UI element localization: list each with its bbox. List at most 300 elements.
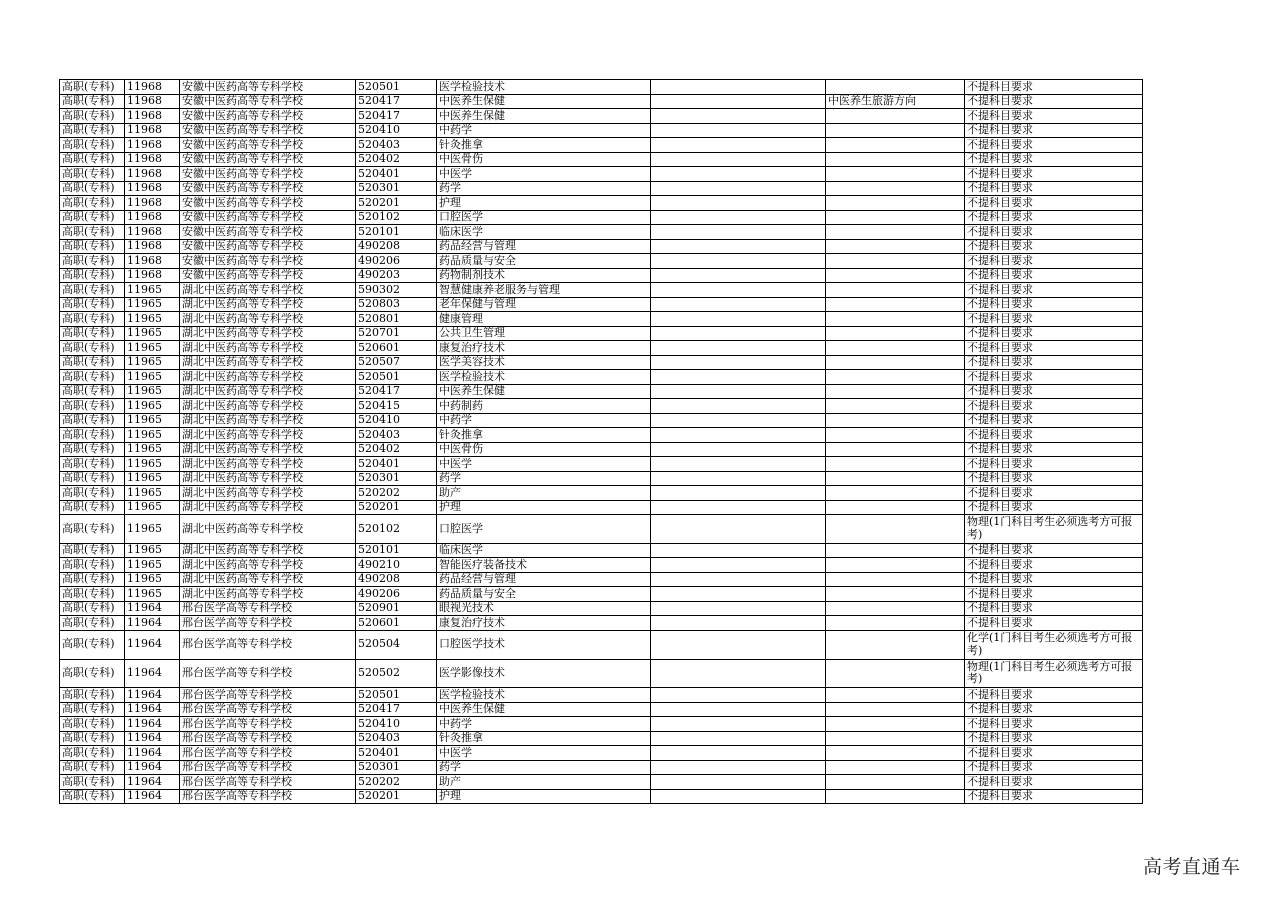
direction-cell bbox=[826, 543, 965, 558]
direction-cell bbox=[826, 601, 965, 616]
school-code-cell: 11965 bbox=[125, 486, 180, 501]
school-code-cell: 11968 bbox=[125, 196, 180, 211]
note-cell bbox=[651, 254, 826, 269]
school-code-cell: 11968 bbox=[125, 167, 180, 182]
major-name-cell: 针灸推拿 bbox=[437, 731, 651, 746]
direction-cell bbox=[826, 500, 965, 515]
major-name-cell: 药学 bbox=[437, 181, 651, 196]
note-cell bbox=[651, 399, 826, 414]
school-name-cell: 湖北中医药高等专科学校 bbox=[180, 572, 356, 587]
major-code-cell: 520402 bbox=[356, 152, 437, 167]
level-cell: 高职(专科) bbox=[60, 717, 125, 732]
table-row bbox=[60, 457, 1143, 472]
school-code-cell: 11968 bbox=[125, 239, 180, 254]
major-name-cell: 药品经营与管理 bbox=[437, 239, 651, 254]
requirement-cell: 不提科目要求 bbox=[965, 225, 1143, 240]
direction-cell bbox=[826, 587, 965, 602]
major-code-cell: 490208 bbox=[356, 239, 437, 254]
level-cell: 高职(专科) bbox=[60, 239, 125, 254]
major-name-cell: 助产 bbox=[437, 486, 651, 501]
school-code-cell: 11964 bbox=[125, 601, 180, 616]
table-row bbox=[60, 688, 1143, 703]
level-cell: 高职(专科) bbox=[60, 210, 125, 225]
school-code-cell: 11968 bbox=[125, 181, 180, 196]
note-cell bbox=[651, 341, 826, 356]
major-code-cell: 520803 bbox=[356, 297, 437, 312]
major-code-cell: 520202 bbox=[356, 486, 437, 501]
school-code-cell: 11964 bbox=[125, 616, 180, 631]
requirement-cell: 不提科目要求 bbox=[965, 775, 1143, 790]
major-code-cell: 520201 bbox=[356, 196, 437, 211]
school-code-cell: 11965 bbox=[125, 515, 180, 544]
note-cell bbox=[651, 167, 826, 182]
note-cell bbox=[651, 630, 826, 659]
direction-cell bbox=[826, 659, 965, 688]
level-cell: 高职(专科) bbox=[60, 543, 125, 558]
school-name-cell: 邢台医学高等专科学校 bbox=[180, 688, 356, 703]
major-code-cell: 520102 bbox=[356, 210, 437, 225]
major-code-cell: 520403 bbox=[356, 138, 437, 153]
level-cell: 高职(专科) bbox=[60, 297, 125, 312]
requirement-cell: 不提科目要求 bbox=[965, 181, 1143, 196]
table-row bbox=[60, 587, 1143, 602]
requirement-cell: 物理(1门科目考生必须选考方可报考) bbox=[965, 659, 1143, 688]
level-cell: 高职(专科) bbox=[60, 370, 125, 385]
major-code-cell: 520417 bbox=[356, 109, 437, 124]
major-code-cell: 520403 bbox=[356, 731, 437, 746]
direction-cell bbox=[826, 167, 965, 182]
school-code-cell: 11968 bbox=[125, 123, 180, 138]
school-code-cell: 11964 bbox=[125, 702, 180, 717]
level-cell: 高职(专科) bbox=[60, 471, 125, 486]
major-name-cell: 中医骨伤 bbox=[437, 152, 651, 167]
requirement-cell: 不提科目要求 bbox=[965, 355, 1143, 370]
level-cell: 高职(专科) bbox=[60, 486, 125, 501]
requirement-cell: 不提科目要求 bbox=[965, 746, 1143, 761]
school-name-cell: 安徽中医药高等专科学校 bbox=[180, 138, 356, 153]
school-name-cell: 邢台医学高等专科学校 bbox=[180, 616, 356, 631]
school-code-cell: 11965 bbox=[125, 543, 180, 558]
direction-cell bbox=[826, 717, 965, 732]
major-name-cell: 助产 bbox=[437, 775, 651, 790]
level-cell: 高职(专科) bbox=[60, 760, 125, 775]
requirement-cell: 不提科目要求 bbox=[965, 486, 1143, 501]
requirement-cell: 不提科目要求 bbox=[965, 717, 1143, 732]
note-cell bbox=[651, 312, 826, 327]
table-row bbox=[60, 746, 1143, 761]
direction-cell bbox=[826, 239, 965, 254]
major-name-cell: 中医学 bbox=[437, 746, 651, 761]
major-name-cell: 医学检验技术 bbox=[437, 370, 651, 385]
major-code-cell: 590302 bbox=[356, 283, 437, 298]
direction-cell: 中医养生旅游方向 bbox=[826, 94, 965, 109]
note-cell bbox=[651, 123, 826, 138]
note-cell bbox=[651, 587, 826, 602]
note-cell bbox=[651, 572, 826, 587]
level-cell: 高职(专科) bbox=[60, 601, 125, 616]
school-name-cell: 湖北中医药高等专科学校 bbox=[180, 428, 356, 443]
school-code-cell: 11968 bbox=[125, 225, 180, 240]
school-name-cell: 湖北中医药高等专科学校 bbox=[180, 312, 356, 327]
table-row bbox=[60, 659, 1143, 688]
major-name-cell: 护理 bbox=[437, 196, 651, 211]
school-name-cell: 湖北中医药高等专科学校 bbox=[180, 442, 356, 457]
requirement-cell: 不提科目要求 bbox=[965, 471, 1143, 486]
level-cell: 高职(专科) bbox=[60, 283, 125, 298]
requirement-cell: 不提科目要求 bbox=[965, 312, 1143, 327]
table-row bbox=[60, 760, 1143, 775]
level-cell: 高职(专科) bbox=[60, 254, 125, 269]
major-code-cell: 520501 bbox=[356, 80, 437, 95]
major-code-cell: 520417 bbox=[356, 94, 437, 109]
major-name-cell: 临床医学 bbox=[437, 543, 651, 558]
direction-cell bbox=[826, 152, 965, 167]
note-cell bbox=[651, 413, 826, 428]
table-row bbox=[60, 399, 1143, 414]
table-row bbox=[60, 384, 1143, 399]
direction-cell bbox=[826, 196, 965, 211]
major-name-cell: 医学影像技术 bbox=[437, 659, 651, 688]
note-cell bbox=[651, 717, 826, 732]
school-code-cell: 11964 bbox=[125, 731, 180, 746]
major-code-cell: 520417 bbox=[356, 702, 437, 717]
major-code-cell: 520501 bbox=[356, 370, 437, 385]
table-row bbox=[60, 210, 1143, 225]
note-cell bbox=[651, 225, 826, 240]
note-cell bbox=[651, 746, 826, 761]
note-cell bbox=[651, 601, 826, 616]
major-code-cell: 520101 bbox=[356, 225, 437, 240]
major-name-cell: 针灸推拿 bbox=[437, 138, 651, 153]
direction-cell bbox=[826, 760, 965, 775]
requirement-cell: 不提科目要求 bbox=[965, 688, 1143, 703]
major-code-cell: 520417 bbox=[356, 384, 437, 399]
school-name-cell: 湖北中医药高等专科学校 bbox=[180, 500, 356, 515]
level-cell: 高职(专科) bbox=[60, 515, 125, 544]
level-cell: 高职(专科) bbox=[60, 746, 125, 761]
note-cell bbox=[651, 558, 826, 573]
school-code-cell: 11968 bbox=[125, 138, 180, 153]
major-code-cell: 520502 bbox=[356, 659, 437, 688]
note-cell bbox=[651, 428, 826, 443]
note-cell bbox=[651, 268, 826, 283]
school-code-cell: 11965 bbox=[125, 500, 180, 515]
major-code-cell: 520402 bbox=[356, 442, 437, 457]
note-cell bbox=[651, 283, 826, 298]
table-row bbox=[60, 789, 1143, 804]
level-cell: 高职(专科) bbox=[60, 702, 125, 717]
major-name-cell: 药品质量与安全 bbox=[437, 587, 651, 602]
requirement-cell: 不提科目要求 bbox=[965, 384, 1143, 399]
major-name-cell: 中医骨伤 bbox=[437, 442, 651, 457]
note-cell bbox=[651, 760, 826, 775]
table-row bbox=[60, 471, 1143, 486]
requirement-cell: 不提科目要求 bbox=[965, 558, 1143, 573]
direction-cell bbox=[826, 181, 965, 196]
school-name-cell: 湖北中医药高等专科学校 bbox=[180, 457, 356, 472]
note-cell bbox=[651, 152, 826, 167]
major-code-cell: 490210 bbox=[356, 558, 437, 573]
major-code-cell: 520301 bbox=[356, 181, 437, 196]
direction-cell bbox=[826, 789, 965, 804]
major-name-cell: 中医养生保健 bbox=[437, 702, 651, 717]
major-name-cell: 中药制药 bbox=[437, 399, 651, 414]
direction-cell bbox=[826, 746, 965, 761]
school-name-cell: 湖北中医药高等专科学校 bbox=[180, 355, 356, 370]
level-cell: 高职(专科) bbox=[60, 109, 125, 124]
level-cell: 高职(专科) bbox=[60, 225, 125, 240]
school-code-cell: 11968 bbox=[125, 210, 180, 225]
major-code-cell: 520701 bbox=[356, 326, 437, 341]
major-name-cell: 中药学 bbox=[437, 413, 651, 428]
school-name-cell: 湖北中医药高等专科学校 bbox=[180, 341, 356, 356]
school-code-cell: 11965 bbox=[125, 399, 180, 414]
school-name-cell: 安徽中医药高等专科学校 bbox=[180, 152, 356, 167]
direction-cell bbox=[826, 341, 965, 356]
major-name-cell: 护理 bbox=[437, 500, 651, 515]
major-code-cell: 520202 bbox=[356, 775, 437, 790]
major-code-cell: 520410 bbox=[356, 123, 437, 138]
major-code-cell: 520507 bbox=[356, 355, 437, 370]
level-cell: 高职(专科) bbox=[60, 731, 125, 746]
note-cell bbox=[651, 659, 826, 688]
level-cell: 高职(专科) bbox=[60, 196, 125, 211]
major-name-cell: 老年保健与管理 bbox=[437, 297, 651, 312]
table-row bbox=[60, 312, 1143, 327]
school-name-cell: 邢台医学高等专科学校 bbox=[180, 775, 356, 790]
note-cell bbox=[651, 109, 826, 124]
direction-cell bbox=[826, 413, 965, 428]
level-cell: 高职(专科) bbox=[60, 181, 125, 196]
major-name-cell: 中医养生保健 bbox=[437, 109, 651, 124]
note-cell bbox=[651, 196, 826, 211]
school-code-cell: 11965 bbox=[125, 384, 180, 399]
major-code-cell: 520601 bbox=[356, 616, 437, 631]
level-cell: 高职(专科) bbox=[60, 138, 125, 153]
table-row bbox=[60, 225, 1143, 240]
major-name-cell: 临床医学 bbox=[437, 225, 651, 240]
school-name-cell: 邢台医学高等专科学校 bbox=[180, 746, 356, 761]
direction-cell bbox=[826, 138, 965, 153]
major-code-cell: 520102 bbox=[356, 515, 437, 544]
level-cell: 高职(专科) bbox=[60, 399, 125, 414]
school-code-cell: 11965 bbox=[125, 572, 180, 587]
major-code-cell: 490206 bbox=[356, 587, 437, 602]
major-name-cell: 智慧健康养老服务与管理 bbox=[437, 283, 651, 298]
major-name-cell: 智能医疗装备技术 bbox=[437, 558, 651, 573]
direction-cell bbox=[826, 775, 965, 790]
school-code-cell: 11965 bbox=[125, 297, 180, 312]
direction-cell bbox=[826, 471, 965, 486]
table-row bbox=[60, 702, 1143, 717]
major-code-cell: 520410 bbox=[356, 413, 437, 428]
school-name-cell: 湖北中医药高等专科学校 bbox=[180, 413, 356, 428]
note-cell bbox=[651, 500, 826, 515]
direction-cell bbox=[826, 109, 965, 124]
major-name-cell: 口腔医学技术 bbox=[437, 630, 651, 659]
watermark-text: 高考直通车 bbox=[1143, 856, 1241, 878]
requirement-cell: 不提科目要求 bbox=[965, 297, 1143, 312]
requirement-cell: 不提科目要求 bbox=[965, 80, 1143, 95]
direction-cell bbox=[826, 254, 965, 269]
school-code-cell: 11965 bbox=[125, 428, 180, 443]
direction-cell bbox=[826, 210, 965, 225]
direction-cell bbox=[826, 268, 965, 283]
level-cell: 高职(专科) bbox=[60, 94, 125, 109]
level-cell: 高职(专科) bbox=[60, 80, 125, 95]
table-row bbox=[60, 109, 1143, 124]
table-row bbox=[60, 138, 1143, 153]
table-row bbox=[60, 717, 1143, 732]
note-cell bbox=[651, 775, 826, 790]
direction-cell bbox=[826, 428, 965, 443]
level-cell: 高职(专科) bbox=[60, 442, 125, 457]
school-code-cell: 11964 bbox=[125, 630, 180, 659]
level-cell: 高职(专科) bbox=[60, 587, 125, 602]
table-row bbox=[60, 413, 1143, 428]
major-code-cell: 520401 bbox=[356, 167, 437, 182]
direction-cell bbox=[826, 80, 965, 95]
table-row bbox=[60, 80, 1143, 95]
school-code-cell: 11965 bbox=[125, 442, 180, 457]
direction-cell bbox=[826, 297, 965, 312]
school-code-cell: 11968 bbox=[125, 268, 180, 283]
note-cell bbox=[651, 486, 826, 501]
school-code-cell: 11968 bbox=[125, 94, 180, 109]
major-code-cell: 520401 bbox=[356, 746, 437, 761]
major-name-cell: 健康管理 bbox=[437, 312, 651, 327]
school-name-cell: 安徽中医药高等专科学校 bbox=[180, 254, 356, 269]
direction-cell bbox=[826, 384, 965, 399]
school-code-cell: 11965 bbox=[125, 587, 180, 602]
school-name-cell: 湖北中医药高等专科学校 bbox=[180, 515, 356, 544]
level-cell: 高职(专科) bbox=[60, 428, 125, 443]
school-name-cell: 湖北中医药高等专科学校 bbox=[180, 486, 356, 501]
table-row bbox=[60, 616, 1143, 631]
major-name-cell: 药物制剂技术 bbox=[437, 268, 651, 283]
school-name-cell: 湖北中医药高等专科学校 bbox=[180, 283, 356, 298]
major-name-cell: 中药学 bbox=[437, 717, 651, 732]
note-cell bbox=[651, 543, 826, 558]
table-row bbox=[60, 731, 1143, 746]
requirement-cell: 不提科目要求 bbox=[965, 442, 1143, 457]
major-code-cell: 490206 bbox=[356, 254, 437, 269]
direction-cell bbox=[826, 225, 965, 240]
requirement-cell: 化学(1门科目考生必须选考方可报考) bbox=[965, 630, 1143, 659]
school-code-cell: 11964 bbox=[125, 717, 180, 732]
major-name-cell: 公共卫生管理 bbox=[437, 326, 651, 341]
note-cell bbox=[651, 731, 826, 746]
major-name-cell: 医学美容技术 bbox=[437, 355, 651, 370]
school-name-cell: 邢台医学高等专科学校 bbox=[180, 717, 356, 732]
school-code-cell: 11965 bbox=[125, 312, 180, 327]
table-row bbox=[60, 630, 1143, 659]
note-cell bbox=[651, 138, 826, 153]
school-name-cell: 湖北中医药高等专科学校 bbox=[180, 543, 356, 558]
level-cell: 高职(专科) bbox=[60, 312, 125, 327]
note-cell bbox=[651, 370, 826, 385]
table-row bbox=[60, 572, 1143, 587]
school-name-cell: 安徽中医药高等专科学校 bbox=[180, 123, 356, 138]
school-code-cell: 11968 bbox=[125, 80, 180, 95]
level-cell: 高职(专科) bbox=[60, 616, 125, 631]
major-code-cell: 520410 bbox=[356, 717, 437, 732]
note-cell bbox=[651, 80, 826, 95]
school-name-cell: 邢台医学高等专科学校 bbox=[180, 659, 356, 688]
table-row bbox=[60, 326, 1143, 341]
requirement-cell: 不提科目要求 bbox=[965, 341, 1143, 356]
school-code-cell: 11965 bbox=[125, 370, 180, 385]
requirement-cell: 不提科目要求 bbox=[965, 731, 1143, 746]
school-code-cell: 11968 bbox=[125, 152, 180, 167]
table-row bbox=[60, 181, 1143, 196]
major-name-cell: 药品质量与安全 bbox=[437, 254, 651, 269]
major-code-cell: 520901 bbox=[356, 601, 437, 616]
level-cell: 高职(专科) bbox=[60, 789, 125, 804]
table-row bbox=[60, 355, 1143, 370]
table-row bbox=[60, 196, 1143, 211]
requirement-cell: 不提科目要求 bbox=[965, 109, 1143, 124]
major-name-cell: 康复治疗技术 bbox=[437, 616, 651, 631]
requirement-cell: 物理(1门科目考生必须选考方可报考) bbox=[965, 515, 1143, 544]
level-cell: 高职(专科) bbox=[60, 688, 125, 703]
requirement-cell: 不提科目要求 bbox=[965, 210, 1143, 225]
school-name-cell: 安徽中医药高等专科学校 bbox=[180, 80, 356, 95]
level-cell: 高职(专科) bbox=[60, 558, 125, 573]
note-cell bbox=[651, 239, 826, 254]
direction-cell bbox=[826, 326, 965, 341]
requirement-cell: 不提科目要求 bbox=[965, 457, 1143, 472]
requirement-cell: 不提科目要求 bbox=[965, 616, 1143, 631]
note-cell bbox=[651, 181, 826, 196]
requirement-cell: 不提科目要求 bbox=[965, 138, 1143, 153]
table-row bbox=[60, 775, 1143, 790]
requirement-cell: 不提科目要求 bbox=[965, 268, 1143, 283]
major-code-cell: 520415 bbox=[356, 399, 437, 414]
school-name-cell: 湖北中医药高等专科学校 bbox=[180, 471, 356, 486]
table-row bbox=[60, 123, 1143, 138]
school-code-cell: 11965 bbox=[125, 341, 180, 356]
major-code-cell: 520501 bbox=[356, 688, 437, 703]
direction-cell bbox=[826, 702, 965, 717]
note-cell bbox=[651, 789, 826, 804]
major-code-cell: 520101 bbox=[356, 543, 437, 558]
table-row bbox=[60, 254, 1143, 269]
school-code-cell: 11968 bbox=[125, 254, 180, 269]
school-name-cell: 安徽中医药高等专科学校 bbox=[180, 210, 356, 225]
major-name-cell: 中药学 bbox=[437, 123, 651, 138]
direction-cell bbox=[826, 370, 965, 385]
school-name-cell: 邢台医学高等专科学校 bbox=[180, 789, 356, 804]
table-row bbox=[60, 543, 1143, 558]
major-name-cell: 医学检验技术 bbox=[437, 688, 651, 703]
major-code-cell: 520601 bbox=[356, 341, 437, 356]
school-code-cell: 11965 bbox=[125, 283, 180, 298]
major-code-cell: 520504 bbox=[356, 630, 437, 659]
direction-cell bbox=[826, 457, 965, 472]
major-name-cell: 中医养生保健 bbox=[437, 94, 651, 109]
major-code-cell: 520201 bbox=[356, 500, 437, 515]
table-row bbox=[60, 370, 1143, 385]
requirement-cell: 不提科目要求 bbox=[965, 543, 1143, 558]
school-name-cell: 安徽中医药高等专科学校 bbox=[180, 196, 356, 211]
major-name-cell: 口腔医学 bbox=[437, 210, 651, 225]
school-name-cell: 湖北中医药高等专科学校 bbox=[180, 587, 356, 602]
table-row bbox=[60, 283, 1143, 298]
school-name-cell: 安徽中医药高等专科学校 bbox=[180, 239, 356, 254]
school-name-cell: 湖北中医药高等专科学校 bbox=[180, 297, 356, 312]
note-cell bbox=[651, 688, 826, 703]
